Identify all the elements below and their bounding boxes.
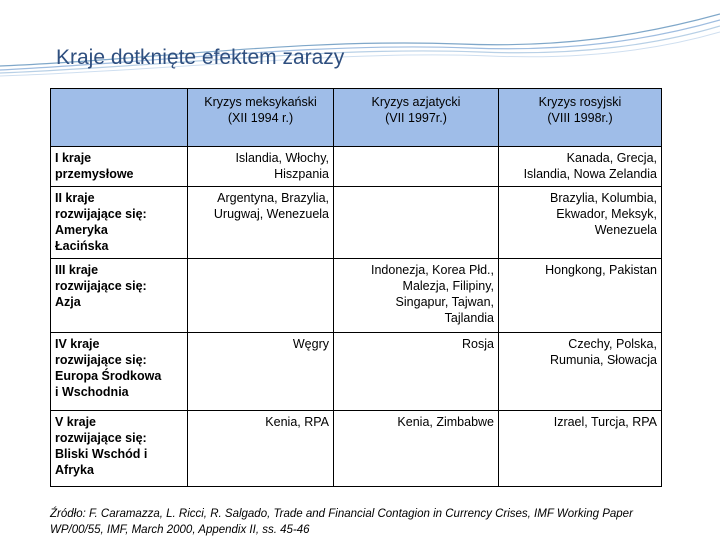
cell-mexican bbox=[188, 259, 334, 333]
cell-mexican bbox=[188, 411, 334, 487]
cell-line: Ekwador, Meksyk, bbox=[556, 207, 657, 221]
table-row bbox=[51, 147, 662, 187]
cell-line: Kenia, Zimbabwe bbox=[397, 415, 494, 429]
table-row bbox=[51, 333, 662, 411]
cell-asian bbox=[334, 187, 499, 259]
row-label-line: II kraje bbox=[55, 191, 95, 205]
row-label-line: III kraje bbox=[55, 263, 99, 277]
cell-line: Czechy, Polska, bbox=[568, 337, 657, 351]
row-label bbox=[51, 411, 188, 487]
cell-line: Węgry bbox=[292, 337, 329, 351]
row-label-line: rozwijające się: bbox=[55, 279, 147, 293]
cell-russian bbox=[499, 259, 662, 333]
source-citation bbox=[50, 506, 690, 538]
cell-asian bbox=[334, 259, 499, 333]
row-label-line: Europa Środkowa bbox=[55, 369, 162, 383]
table-row bbox=[51, 187, 662, 259]
cell-line: Rumunia, Słowacja bbox=[550, 353, 657, 367]
row-label-line: Afryka bbox=[55, 463, 94, 477]
header-asian-crisis bbox=[334, 89, 499, 147]
cell-russian bbox=[499, 411, 662, 487]
cell-asian bbox=[334, 411, 499, 487]
cell-line: Urugwaj, Wenezuela bbox=[213, 207, 329, 221]
header-mexican-crisis bbox=[188, 89, 334, 147]
row-label bbox=[51, 187, 188, 259]
cell-line: Singapur, Tajwan, bbox=[395, 295, 494, 309]
header-line: Kryzys rosyjski bbox=[538, 95, 622, 109]
row-label-line: przemysłowe bbox=[55, 167, 134, 181]
table-header-row bbox=[51, 89, 662, 147]
row-label-line: I kraje bbox=[55, 151, 92, 165]
header-line: Kryzys azjatycki bbox=[371, 95, 461, 109]
row-label bbox=[51, 333, 188, 411]
cell-line: Indonezja, Korea Płd., bbox=[371, 263, 494, 277]
header-russian-crisis bbox=[499, 89, 662, 147]
row-label-line: Bliski Wschód i bbox=[55, 447, 148, 461]
header-line: (VII 1997r.) bbox=[385, 111, 447, 125]
header-corner-cell bbox=[51, 89, 188, 147]
cell-line: Malezja, Filipiny, bbox=[402, 279, 494, 293]
table-row bbox=[51, 259, 662, 333]
cell-line: Islandia, Nowa Zelandia bbox=[523, 167, 657, 181]
cell-line: Tajlandia bbox=[444, 311, 494, 325]
cell-line: Rosja bbox=[462, 337, 494, 351]
cell-line: Kanada, Grecja, bbox=[566, 151, 657, 165]
cell-russian bbox=[499, 147, 662, 187]
cell-russian bbox=[499, 333, 662, 411]
header-line: Kryzys meksykański bbox=[204, 95, 317, 109]
row-label-line: Ameryka bbox=[55, 223, 108, 237]
cell-mexican bbox=[188, 147, 334, 187]
cell-line: Kenia, RPA bbox=[265, 415, 329, 429]
row-label-line: rozwijające się: bbox=[55, 431, 147, 445]
cell-line: Izrael, Turcja, RPA bbox=[553, 415, 657, 429]
cell-russian bbox=[499, 187, 662, 259]
cell-mexican bbox=[188, 333, 334, 411]
cell-line: Brazylia, Kolumbia, bbox=[550, 191, 657, 205]
cell-line: Islandia, Włochy, bbox=[235, 151, 329, 165]
row-label-line: rozwijające się: bbox=[55, 353, 147, 367]
header-line: (VIII 1998r.) bbox=[547, 111, 613, 125]
source-line: WP/00/55, IMF, March 2000, Appendix II, ss. 45-46 bbox=[50, 524, 310, 536]
source-line: Źródło: F. Caramazza, L. Ricci, R. Salgado, Trade and Financial Contagion in Currency Crises, IMF Working Paper bbox=[50, 508, 633, 520]
table-row bbox=[51, 411, 662, 487]
contagion-table bbox=[50, 88, 662, 487]
row-label-line: Azja bbox=[55, 295, 81, 309]
row-label-line: IV kraje bbox=[55, 337, 100, 351]
cell-asian bbox=[334, 147, 499, 187]
cell-line: Argentyna, Brazylia, bbox=[217, 191, 329, 205]
cell-mexican bbox=[188, 187, 334, 259]
header-line: (XII 1994 r.) bbox=[227, 111, 294, 125]
cell-asian bbox=[334, 333, 499, 411]
slide-title: Kraje dotknięte efektem zarazy bbox=[56, 46, 345, 69]
row-label-line: V kraje bbox=[55, 415, 97, 429]
row-label bbox=[51, 147, 188, 187]
row-label-line: rozwijające się: bbox=[55, 207, 147, 221]
row-label bbox=[51, 259, 188, 333]
row-label-line: Łacińska bbox=[55, 239, 109, 253]
cell-line: Wenezuela bbox=[594, 223, 657, 237]
cell-line: Hongkong, Pakistan bbox=[545, 263, 657, 277]
row-label-line: i Wschodnia bbox=[55, 385, 129, 399]
cell-line: Hiszpania bbox=[274, 167, 329, 181]
